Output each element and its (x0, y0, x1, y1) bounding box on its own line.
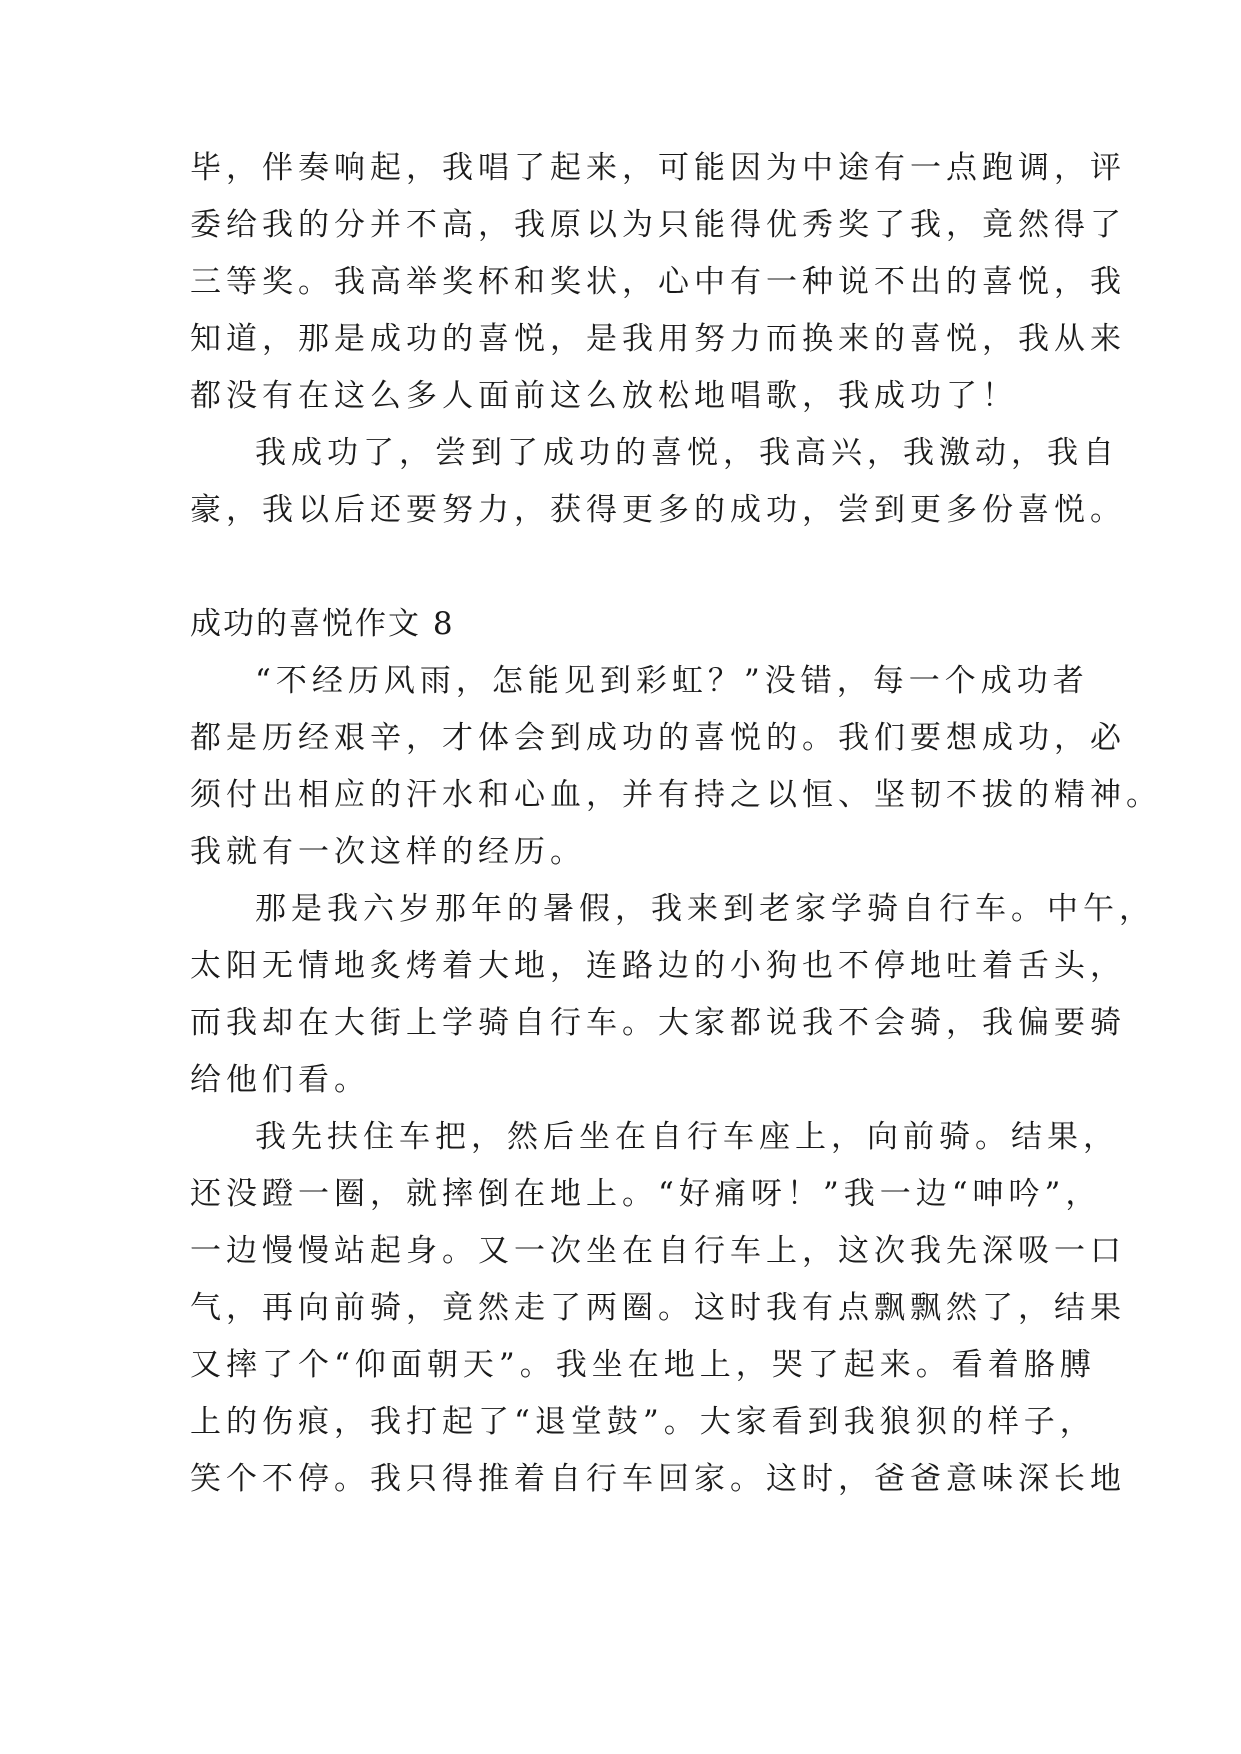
paragraph-line: 须付出相应的汗水和心血，并有持之以恒、坚韧不拔的精神。 (190, 777, 1162, 813)
paragraph-line: 那是我六岁那年的暑假，我来到老家学骑自行车。中午， (255, 891, 1155, 927)
paragraph-line: 我先扶住车把，然后坐在自行车座上，向前骑。结果， (255, 1119, 1119, 1155)
paragraph-line: 委给我的分并不高，我原以为只能得优秀奖了我，竟然得了 (190, 207, 1126, 243)
paragraph-line: “不经历风雨，怎能见到彩虹？”没错，每一个成功者 (255, 663, 1089, 699)
paragraph-line: 笑个不停。我只得推着自行车回家。这时，爸爸意味深长地 (190, 1461, 1126, 1497)
paragraph-line: 豪，我以后还要努力，获得更多的成功，尝到更多份喜悦。 (190, 492, 1126, 528)
paragraph-line: 三等奖。我高举奖杯和奖状，心中有一种说不出的喜悦，我 (190, 264, 1126, 300)
paragraph-line: 都是历经艰辛，才体会到成功的喜悦的。我们要想成功，必 (190, 720, 1126, 756)
paragraph-line: 又摔了个“仰面朝天”。我坐在地上，哭了起来。看着胳膊 (190, 1347, 1096, 1383)
paragraph-line: 还没蹬一圈，就摔倒在地上。“好痛呀！”我一边“呻吟”， (190, 1176, 1102, 1212)
paragraph-line: 我成功了，尝到了成功的喜悦，我高兴，我激动，我自 (255, 435, 1119, 471)
paragraph-line: 给他们看。 (190, 1062, 370, 1098)
paragraph-line: 都没有在这么多人面前这么放松地唱歌，我成功了！ (190, 378, 1018, 414)
paragraph-line: 而我却在大街上学骑自行车。大家都说我不会骑，我偏要骑 (190, 1005, 1126, 1041)
paragraph-line: 上的伤痕，我打起了“退堂鼓”。大家看到我狼狈的样子， (190, 1404, 1096, 1440)
paragraph-line: 一边慢慢站起身。又一次坐在自行车上，这次我先深吸一口 (190, 1233, 1126, 1269)
section-heading: 成功的喜悦作文 8 (190, 606, 455, 642)
paragraph-line: 气，再向前骑，竟然走了两圈。这时我有点飘飘然了，结果 (190, 1290, 1126, 1326)
paragraph-line: 我就有一次这样的经历。 (190, 834, 586, 870)
paragraph-line: 知道，那是成功的喜悦，是我用努力而换来的喜悦，我从来 (190, 321, 1126, 357)
paragraph-line: 毕，伴奏响起，我唱了起来，可能因为中途有一点跑调，评 (190, 150, 1126, 186)
paragraph-line: 太阳无情地炙烤着大地，连路边的小狗也不停地吐着舌头， (190, 948, 1126, 984)
